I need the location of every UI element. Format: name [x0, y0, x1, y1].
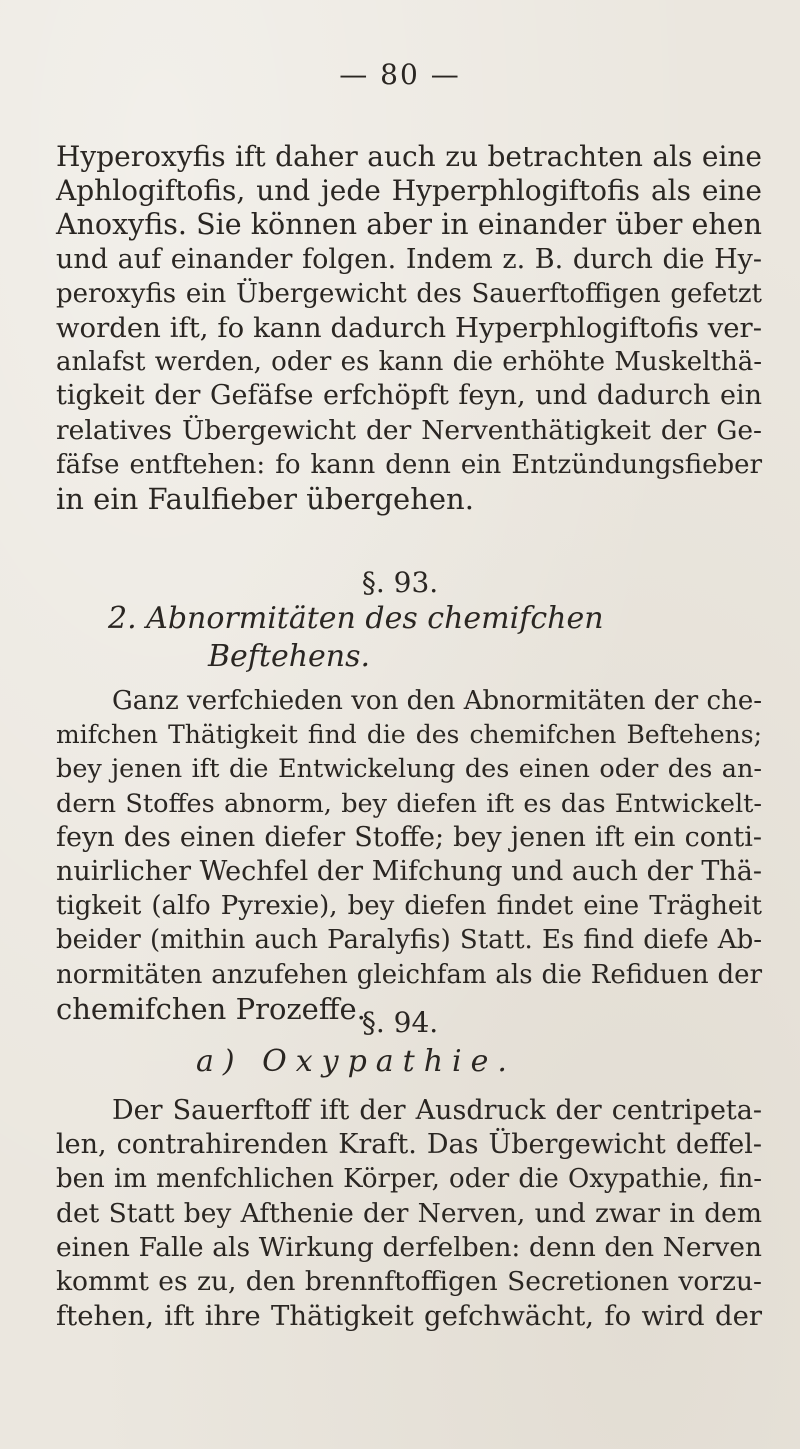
text-line: tigkeit (alfo Pyrexie), bey diefen findet eine Trägheit — [56, 891, 762, 922]
section-93-number: §. 93. — [361, 566, 439, 599]
text-line: feyn des einen diefer Stoffe; bey jenen ift ein conti- — [56, 821, 762, 853]
text-line: chemifchen Prozeffe. — [56, 991, 366, 1026]
text-line: mifchen Thätigkeit find die des chemifchen Beftehens; — [56, 720, 762, 750]
section-94-heading: a) Oxypathie. — [196, 1044, 516, 1079]
text-line: nuirlicher Wechfel der Mifchung und auch der Thä- — [56, 856, 762, 888]
text-line: len, contrahirenden Kraft. Das Übergewicht deffel- — [56, 1129, 762, 1161]
text-line: fäfse entftehen: fo kann denn ein Entzündungsfieber — [56, 449, 762, 480]
text-line: tigkeit der Gefäfse erfchöpft feyn, und dadurch ein — [56, 380, 762, 412]
paragraph-3 — [56, 1094, 762, 1333]
text-line: worden ift, fo kann dadurch Hyperphlogiftofis ver- — [56, 312, 762, 345]
text-line: Der Sauerftoff ift der Ausdruck der centripeta- — [112, 1095, 762, 1126]
text-line: Aphlogiftofis, und jede Hyperphlogiftofis als eine — [56, 174, 762, 208]
page-number: — 80 — — [339, 58, 461, 91]
text-line: anlafst werden, oder es kann die erhöhte Muskelthä- — [56, 347, 762, 378]
text-line: bey jenen ift die Entwickelung des einen oder des an- — [56, 754, 762, 785]
text-line: in ein Faulfieber übergehen. — [56, 482, 474, 517]
paragraph-1 — [56, 140, 762, 516]
text-line: relatives Übergewicht der Nerventhätigkeit der Ge- — [56, 414, 762, 446]
section-94-number: §. 94. — [361, 1006, 439, 1039]
text-line: ftehen, ift ihre Thätigkeit gefchwächt, fo wird der — [56, 1300, 762, 1333]
text-line: einen Falle als Wirkung derfelben: denn den Nerven — [56, 1231, 762, 1263]
section-93-heading-line1: 2. Abnormitäten des chemifchen — [108, 601, 604, 636]
text-line: dern Stoffes abnorm, bey diefen ift es das Entwickelt- — [56, 788, 762, 819]
text-line: ben im menfchlichen Körper, oder die Oxypathie, fin- — [56, 1164, 762, 1195]
section-93-heading-line2: Beftehens. — [208, 639, 371, 674]
text-line: und auf einander folgen. Indem z. B. durch die Hy- — [56, 243, 762, 275]
text-line: beider (mithin auch Paralyfis) Statt. Es find diefe Ab- — [56, 925, 762, 956]
text-line: normitäten anzufehen gleichfam als die Refiduen der — [56, 959, 762, 990]
text-line: Anoxyfis. Sie können aber in einander über ehen — [56, 208, 762, 242]
text-line: Ganz verfchieden von den Abnormitäten der che- — [112, 686, 762, 716]
section-93-heading — [108, 600, 758, 676]
text-line: peroxyfis ein Übergewicht des Sauerftoffigen gefetzt — [56, 278, 762, 309]
text-line: det Statt bey Afthenie der Nerven, und zwar in dem — [56, 1197, 762, 1229]
paragraph-2 — [56, 684, 762, 1026]
text-line: Hyperoxyfis ift daher auch zu betrachten als eine — [56, 140, 762, 173]
text-line: kommt es zu, den brennftoffigen Secretionen vorzu- — [56, 1266, 762, 1298]
